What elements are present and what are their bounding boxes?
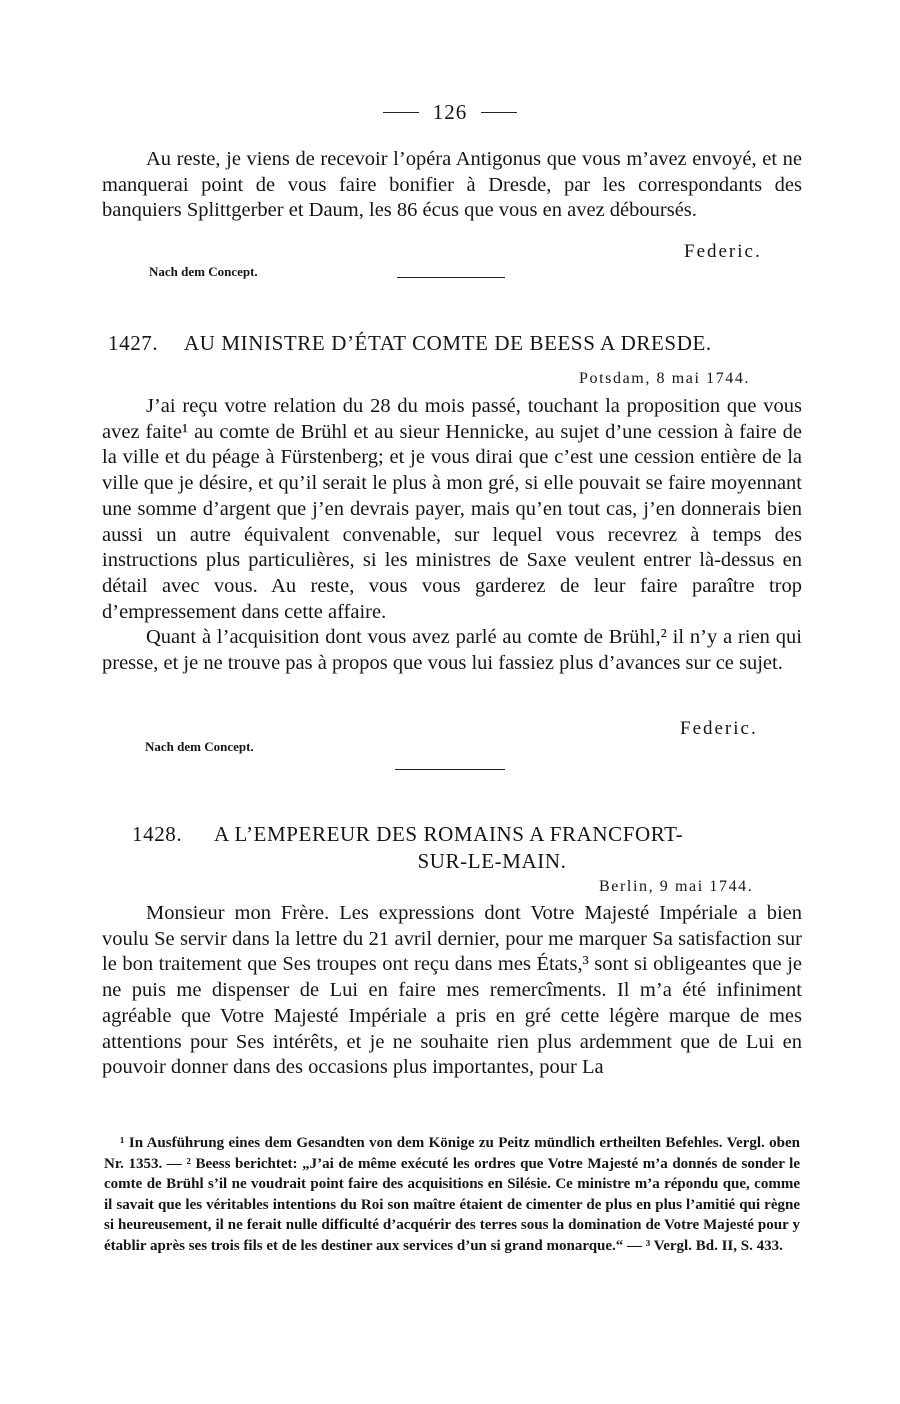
intro-signature: Federic. bbox=[684, 241, 762, 262]
letter-1427-text bbox=[102, 394, 802, 677]
page-number: 126 bbox=[432, 100, 468, 124]
footnote-text: ¹ In Ausführung eines dem Gesandten von dem Könige zu Peitz mündlich ertheilten Befehles. Vergl. oben Nr. 1353. — ² Beess berichtet: „J’ai de même exécuté les ordres que Votre Majesté m’a donnés de sonder le comte de Brühl s’il ne voudrait point faire des acquisitions en Silésie. Ce ministre m’a répondu que, comme il savait que les véritables intentions du Roi son maître étaient de cimenter de plus en plus l’amitié qui règne si heureusement, il ne ferait nulle difficulté d’acquérir des terres sous la domination de Votre Majesté pour y établir après ses trois fils et de les destiner aux services d’un si grand monarque.“ — ³ Vergl. Bd. II, S. 433. bbox=[104, 1135, 800, 1254]
separator-rule-1 bbox=[397, 277, 505, 278]
letter-1427-paragraph-2: Quant à l’acquisition dont vous avez parlé au comte de Brühl,² il n’y a rien qui presse, et je ne trouve pas à propos que vous lui fassiez plus d’avances sur ce sujet. bbox=[102, 626, 802, 675]
letter-1427-heading bbox=[108, 331, 808, 356]
letter-1428-title-line-2: SUR-LE-MAIN. bbox=[417, 849, 567, 873]
letter-1427-signature: Federic. bbox=[680, 718, 758, 739]
letter-1428-paragraph: Monsieur mon Frère. Les expressions dont Votre Majesté Impériale a bien voulu Se servir dans la lettre du 21 avril dernier, pour me marquer Sa satisfaction sur le bon traitement que Ses troupes ont reçu dans mes États,³ sont si obligeantes que je ne puis me dispenser de Lui en faire mes remercîments. Il m’a été infiniment agréable que Votre Majesté Impériale a pris en gré cette légère marque de mes attentions pour Ses intérêts, et je ne souhaite rien plus ardemment que de Lui en pouvoir donner dans des occasions plus importantes, pour La bbox=[102, 902, 802, 1079]
letter-1427-body bbox=[102, 394, 802, 677]
header-dash-right bbox=[481, 112, 517, 113]
intro-source-note: Nach dem Concept. bbox=[149, 264, 258, 279]
intro-paragraph bbox=[102, 147, 802, 224]
letter-1428-body bbox=[102, 901, 802, 1081]
intro-block bbox=[102, 147, 802, 224]
letter-1428-text bbox=[102, 901, 802, 1081]
header-dash-left bbox=[383, 112, 419, 113]
letter-1427-paragraph-1: J’ai reçu votre relation du 28 du mois passé, touchant la proposition que vous avez faite¹ au comte de Brühl et au sieur Hennicke, au sujet d’une cession à faire de la ville et du péage à Fürstenberg; et je vous dirai que c’est une cession entière de la ville que je désire, et qu’il serait le plus à mon gré, si elle pouvait se faire moyennant une somme d’argent que j’en devrais payer, mais qu’en tout cas, j’en donnerais bien aussi un autre équivalent convenable, sur lequel vous recevrez à temps des instructions plus particulières, si les ministres de Saxe veulent entrer là-dessus en détail avec vous. Au reste, vous vous garderez de leur faire paraître trop d’empressement dans cette affaire. bbox=[102, 395, 802, 623]
letter-1427-number: 1427. bbox=[108, 331, 159, 355]
letter-1428-number: 1428. bbox=[132, 822, 183, 846]
letter-1428-dateline: Berlin, 9 mai 1744. bbox=[599, 878, 754, 895]
letter-1428-heading bbox=[132, 822, 812, 874]
letter-1427-title: AU MINISTRE D’ÉTAT COMTE DE BEESS A DRESDE. bbox=[184, 331, 712, 355]
footnotes bbox=[104, 1133, 800, 1257]
separator-rule-2 bbox=[395, 769, 505, 770]
page-header bbox=[0, 100, 900, 125]
intro-text: Au reste, je viens de recevoir l’opéra Antigonus que vous m’avez envoyé, et ne manquerai point de vous faire bonifier à Dresde, par les correspondants des banquiers Splittgerber et Daum, les 86 écus que vous en avez déboursés. bbox=[102, 148, 802, 222]
letter-1428-title-line-1: A L’EMPEREUR DES ROMAINS A FRANCFORT- bbox=[214, 822, 684, 846]
letter-1427-dateline: Potsdam, 8 mai 1744. bbox=[579, 370, 751, 387]
letter-1427-source-note: Nach dem Concept. bbox=[145, 739, 254, 754]
